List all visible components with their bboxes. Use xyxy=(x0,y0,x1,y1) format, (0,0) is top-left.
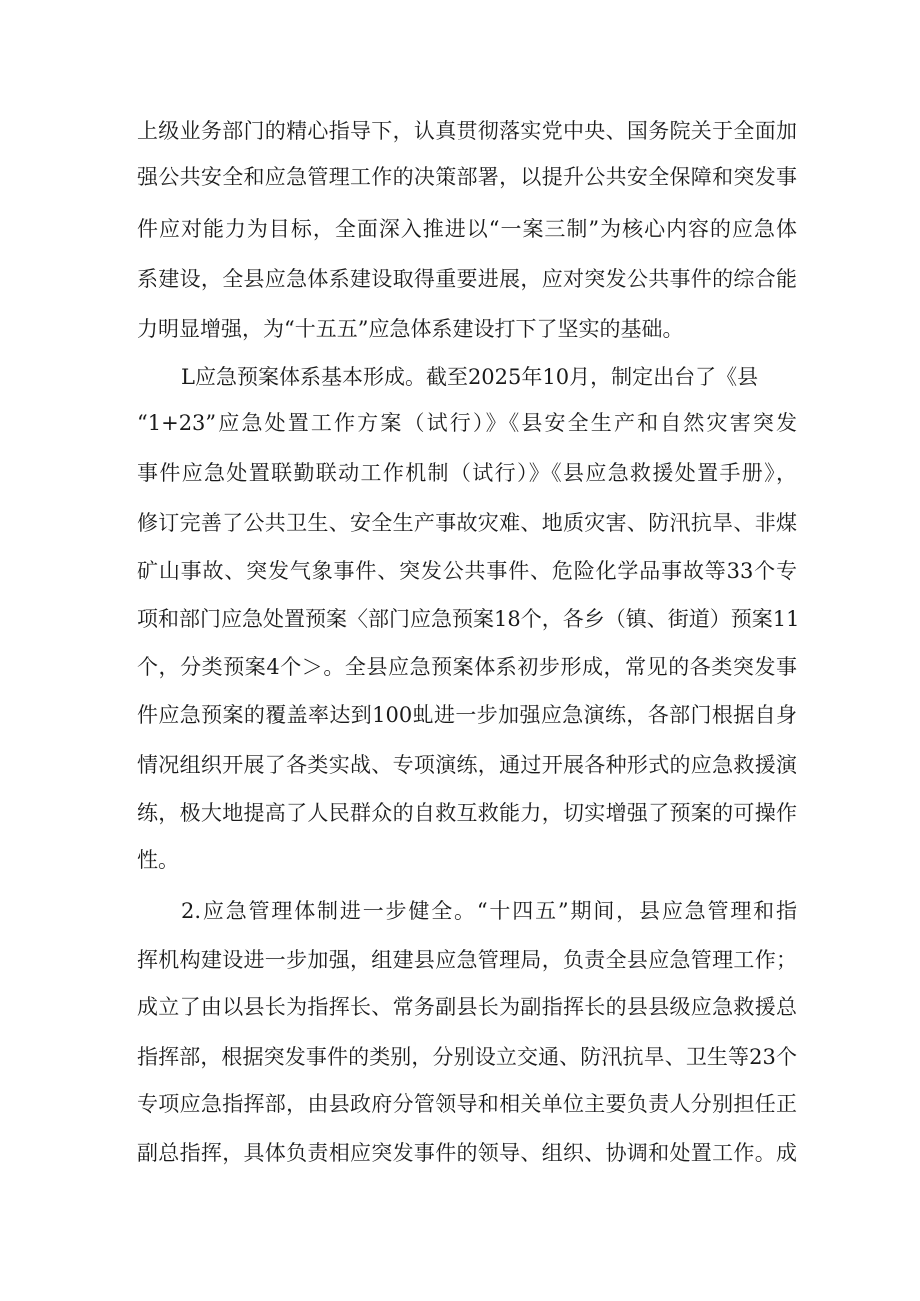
paragraph-1-line-3: 件应对能力为目标，全面深入推进以“一案三制”为核心内容的应急体 xyxy=(137,217,797,241)
paragraph-2-line-10: 练，极大地提高了人民群众的自救互救能力，切实增强了预案的可操作 xyxy=(137,801,797,825)
paragraph-2-line-3: 事件应急处置联勤联动工作机制（试行）》《县应急救援处置手册》， xyxy=(137,461,797,485)
paragraph-3-line-5: 专项应急指挥部，由县政府分管领导和相关单位主要负责人分别担任正 xyxy=(137,1092,797,1116)
paragraph-2-line-7: 个，分类预案4个＞。全县应急预案体系初步形成，常见的各类突发事 xyxy=(137,655,797,679)
paragraph-2-line-1: L应急预案体系基本形成。截至2025年10月，制定出台了《县 xyxy=(181,365,759,389)
paragraph-2-line-5: 矿山事故、突发气象事件、突发公共事件、危险化学品事故等33个专 xyxy=(137,559,797,583)
paragraph-2-line-11: 性。 xyxy=(137,848,179,872)
paragraph-2-line-2: “1+23”应急处置工作方案（试行）》《县安全生产和自然灾害突发 xyxy=(137,411,797,435)
paragraph-2-line-4: 修订完善了公共卫生、安全生产事故灾难、地质灾害、防汛抗旱、非煤 xyxy=(137,511,797,535)
paragraph-2-line-8: 件应急预案的覆盖率达到100虬进一步加强应急演练，各部门根据自身 xyxy=(137,703,797,727)
paragraph-3-line-2: 挥机构建设进一步加强，组建县应急管理局，负责全县应急管理工作； xyxy=(137,948,797,972)
paragraph-1-line-4: 系建设，全县应急体系建设取得重要进展，应对突发公共事件的综合能 xyxy=(137,267,797,291)
paragraph-1-line-5: 力明显增强，为“十五五”应急体系建设打下了坚实的基础。 xyxy=(137,317,684,341)
paragraph-2-line-9: 情况组织开展了各类实战、专项演练，通过开展各种形式的应急救援演 xyxy=(137,753,797,777)
paragraph-2-line-6: 项和部门应急处置预案〈部门应急预案18个，各乡（镇、街道）预案11 xyxy=(137,607,800,631)
paragraph-3-line-4: 指挥部，根据突发事件的类别，分别设立交通、防汛抗旱、卫生等23个 xyxy=(137,1045,797,1069)
paragraph-3-line-3: 成立了由以县长为指挥长、常务副县长为副指挥长的县县级应急救援总 xyxy=(137,995,797,1019)
paragraph-1-line-1: 上级业务部门的精心指导下，认真贯彻落实党中央、国务院关于全面加 xyxy=(137,119,797,143)
paragraph-1-line-2: 强公共安全和应急管理工作的决策部署，以提升公共安全保障和突发事 xyxy=(137,165,797,189)
paragraph-3-line-6: 副总指挥，具体负责相应突发事件的领导、组织、协调和处置工作。成 xyxy=(137,1141,797,1165)
paragraph-3-line-1: 2.应急管理体制进一步健全。“十四五”期间，县应急管理和指 xyxy=(181,899,797,923)
